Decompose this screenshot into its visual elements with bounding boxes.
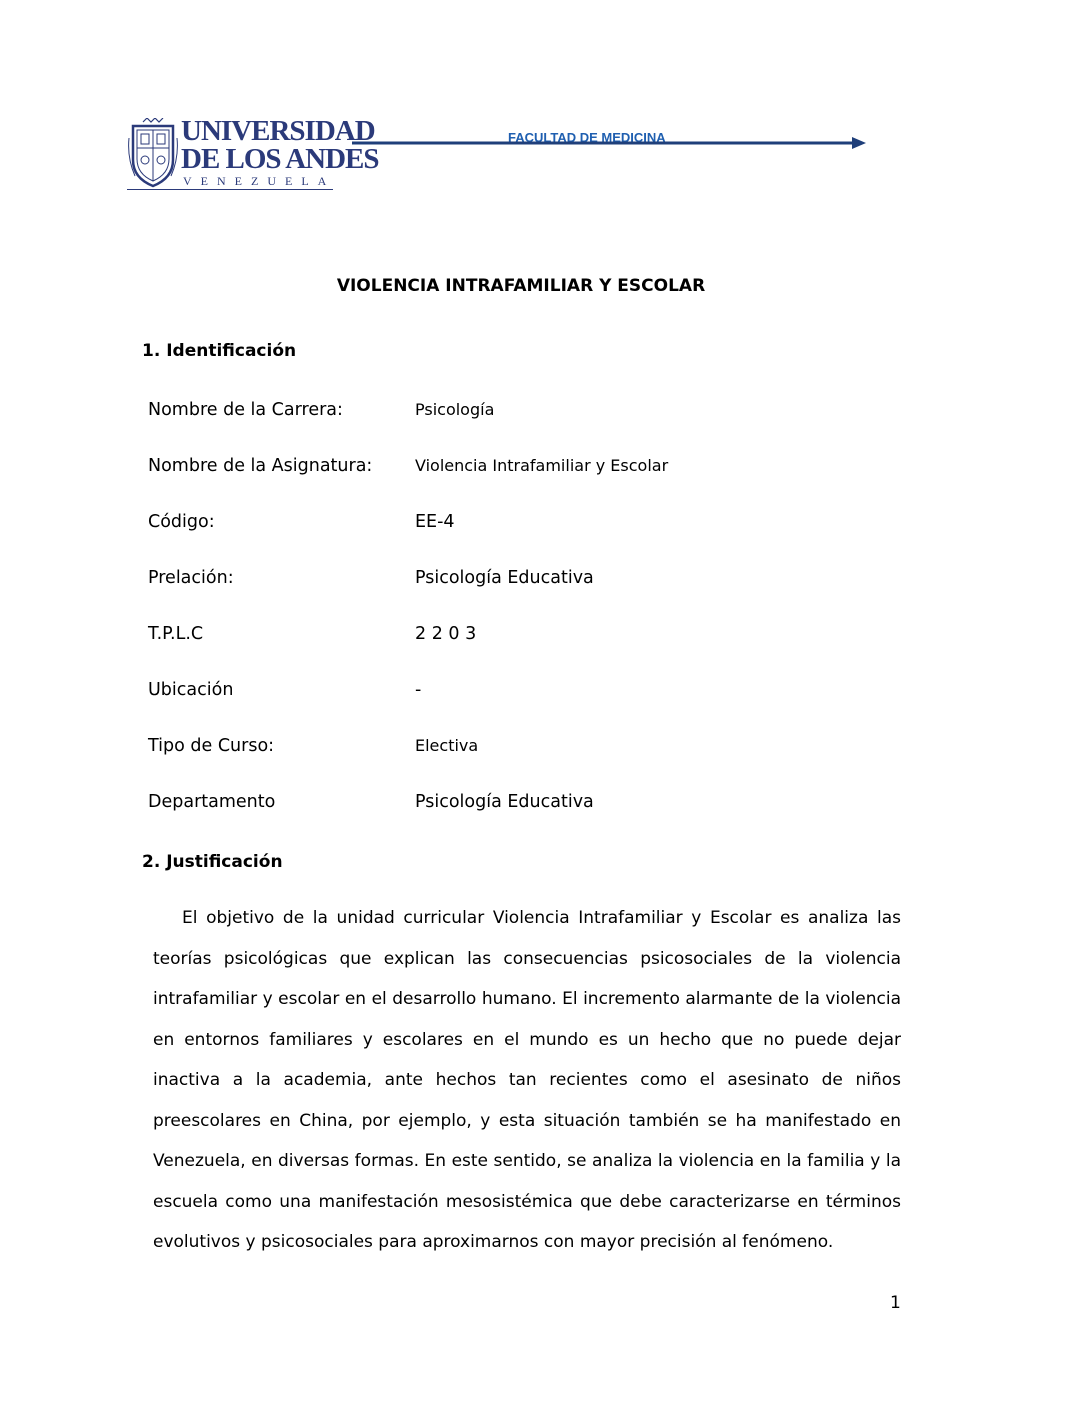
id-label: Ubicación (148, 680, 234, 700)
logo-underline (127, 189, 333, 190)
university-logo (127, 115, 379, 192)
id-value: Violencia Intrafamiliar y Escolar (415, 456, 669, 475)
id-label: Código: (148, 512, 215, 532)
id-label: Tipo de Curso: (148, 736, 275, 756)
id-value: - (415, 680, 422, 700)
id-row-asignatura (148, 456, 908, 482)
section-heading-identificacion: 1. Identificación (142, 341, 297, 361)
id-value: EE-4 (415, 512, 455, 532)
id-label: Nombre de la Asignatura: (148, 456, 373, 476)
section-heading-justificacion: 2. Justificación (142, 852, 283, 872)
id-row-tipo-curso (148, 736, 908, 762)
document-title: VIOLENCIA INTRAFAMILIAR Y ESCOLAR (336, 276, 706, 296)
header-arrow-icon (352, 136, 866, 150)
id-row-tplc (148, 624, 908, 650)
university-seal-icon (127, 118, 179, 188)
logo-line-1: UNIVERSIDAD (181, 115, 375, 147)
id-value: Psicología Educativa (415, 792, 594, 812)
faculty-label: FACULTAD DE MEDICINA (508, 130, 666, 145)
id-row-codigo (148, 512, 908, 538)
id-value: Electiva (415, 736, 479, 755)
id-label: Prelación: (148, 568, 234, 588)
id-label: Departamento (148, 792, 276, 812)
id-label: T.P.L.C (148, 624, 204, 644)
id-value: Psicología (415, 400, 495, 419)
id-value: 2 2 0 3 (415, 624, 477, 644)
id-row-prelacion (148, 568, 908, 594)
id-row-carrera (148, 400, 908, 426)
id-row-ubicacion (148, 680, 908, 706)
page-number: 1 (890, 1293, 901, 1313)
id-row-departamento (148, 792, 908, 818)
id-label: Nombre de la Carrera: (148, 400, 343, 420)
logo-country: VENEZUELA (183, 174, 336, 188)
id-value: Psicología Educativa (415, 568, 594, 588)
justification-paragraph: El objetivo de la unidad curricular Violencia Intrafamiliar y Escolar es analiza las teorías psicológicas que explican las consecuencias psicosociales de la violencia intrafamiliar y escolar en el desarrollo humano. El incremento alarmante de la violencia en entornos familiares y escolares en el mundo es un hecho que no puede dejar inactiva a la academia, ante hechos tan recientes como el asesinato de niños preescolares en China, por ejemplo, y esta situación también se ha manifestado en Venezuela, en diversas formas. En este sentido, se analiza la violencia en la familia y la escuela como una manifestación mesosistémica que debe caracterizarse en términos evolutivos y psicosociales para aproximarnos con mayor precisión al fenómeno. (153, 908, 901, 1252)
logo-line-2: DE LOS ANDES (181, 143, 379, 175)
